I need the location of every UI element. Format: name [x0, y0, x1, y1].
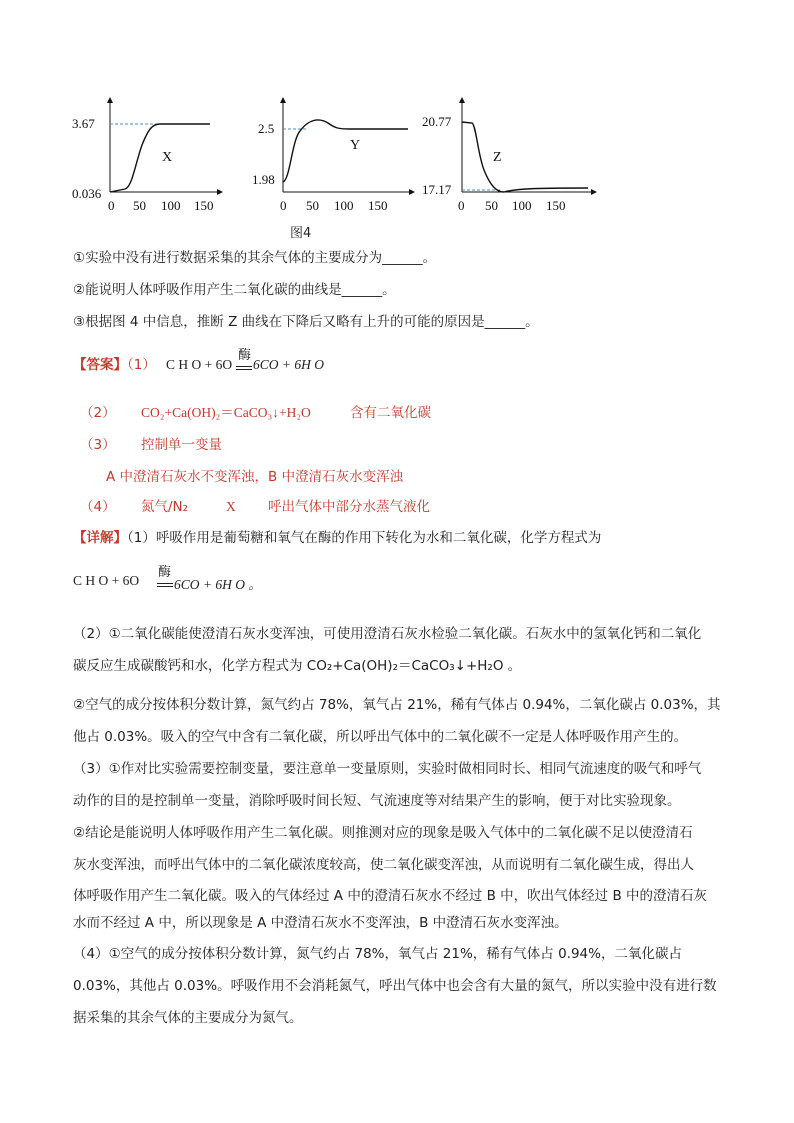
- xtick-150: 150: [368, 198, 388, 213]
- xtick-100: 100: [512, 198, 532, 213]
- answer-num-4: （4）: [80, 499, 116, 515]
- answer-4-b: X: [226, 499, 236, 514]
- chart-z: [420, 95, 600, 215]
- xtick-100: 100: [334, 198, 354, 213]
- equation-1-right: 6CO + 6H O: [253, 357, 324, 372]
- answer-4-a: 氮气/N₂: [141, 499, 189, 515]
- ytick-top: 20.77: [422, 114, 452, 129]
- question-3: ③根据图 4 中信息，推断 Z 曲线在下降后又略有上升的可能的原因是______。: [73, 314, 539, 330]
- detail-line-13: （4）①空气的成分按体积分数计算，氮气约占 78%，氧气占 21%，稀有气体占 0.94%，二氧化碳占: [73, 946, 682, 962]
- equation-1-bar: [236, 366, 252, 367]
- detail-line-4: 碳反应生成碳酸钙和水，化学方程式为 CO₂+Ca(OH)₂＝CaCO₃↓+H₂O 。: [73, 658, 522, 674]
- answer-2-text: 含有二氧化碳: [350, 405, 431, 421]
- ytick-bottom: 1.98: [252, 172, 275, 187]
- detail-text-1: （1）呼吸作用是葡萄糖和氧气在酶的作用下转化为水和二氧化碳，化学方程式为: [127, 530, 602, 546]
- ytick-top: 2.5: [258, 121, 275, 136]
- equation-2-left: C H O + 6O: [73, 573, 140, 588]
- enzyme-label-1: 酶: [238, 348, 252, 363]
- question-2: ②能说明人体呼吸作用产生二氧化碳的曲线是______。: [73, 282, 396, 298]
- ytick-bottom: 0.036: [72, 186, 102, 201]
- series-label: Z: [493, 150, 502, 165]
- equation-2-bar: [157, 583, 173, 584]
- detail-tag: 【详解】: [73, 530, 127, 546]
- chart-x: [70, 95, 230, 215]
- answer-num-2: （2）: [80, 405, 116, 421]
- equation-2-bar-2: [157, 586, 173, 587]
- detail-line-1: [73, 528, 601, 548]
- figure-caption: 图4: [290, 226, 312, 241]
- ytick-bottom: 17.17: [422, 182, 452, 197]
- series-z-line: [462, 122, 588, 192]
- answer-tag: 【答案】: [73, 357, 127, 373]
- answer-3-text: 控制单一变量: [141, 437, 222, 453]
- answer-num-3: （3）: [80, 437, 116, 453]
- equation-2-right: 6CO + 6H O 。: [174, 577, 262, 592]
- detail-line-5: ②空气的成分按体积分数计算，氮气约占 78%，氧气占 21%，稀有气体占 0.94%，二氧化碳占 0.03%，其: [73, 697, 721, 713]
- xtick-0: 0: [108, 198, 115, 213]
- detail-line-8: 动作的目的是控制单一变量，消除呼吸时间长短、气流速度等对结果产生的影响，便于对比实验现象。: [73, 793, 681, 809]
- series-x-line: [110, 124, 210, 192]
- detail-line-7: （3）①作对比实验需要控制变量，要注意单一变量原则，实验时做相同时长、相同气流速度的吸气和呼气: [73, 761, 702, 777]
- chart-y: [250, 95, 415, 215]
- xtick-50: 50: [485, 198, 498, 213]
- ytick-top: 3.67: [72, 116, 95, 131]
- detail-line-11: 体呼吸作用产生二氧化碳。吸入的气体经过 A 中的澄清石灰水不经过 B 中，吹出气体经过 B 中的澄清石灰: [73, 888, 708, 904]
- equation-1-left: C H O + 6O: [166, 357, 233, 372]
- detail-line-3: （2）①二氧化碳能使澄清石灰水变浑浊，可使用澄清石灰水检验二氧化碳。石灰水中的氢氧化钙和二氧化: [73, 626, 702, 642]
- xtick-100: 100: [161, 198, 181, 213]
- answer-4-c: 呼出气体中部分水蒸气液化: [268, 499, 430, 515]
- xtick-150: 150: [194, 198, 214, 213]
- question-1: ①实验中没有进行数据采集的其余气体的主要成分为______。: [73, 250, 437, 266]
- equation-1-bar-2: [236, 369, 252, 370]
- series-label: Y: [350, 138, 361, 153]
- xtick-50: 50: [133, 198, 146, 213]
- detail-line-6: 他占 0.03%。吸入的空气中含有二氧化碳，所以呼出气体中的二氧化碳不一定是人体呼吸作用产生的。: [73, 729, 688, 745]
- detail-line-12: 水而不经过 A 中，所以现象是 A 中澄清石灰水不变浑浊，B 中澄清石灰水变浑浊。: [73, 915, 568, 931]
- answer-num-1: （1）: [127, 357, 156, 373]
- series-label: X: [162, 150, 173, 165]
- xtick-150: 150: [546, 198, 566, 213]
- detail-line-9: ②结论是能说明人体呼吸作用产生二氧化碳。则推测对应的现象是吸入气体中的二氧化碳不足以使澄清石: [73, 825, 693, 841]
- detail-line-10: 灰水变浑浊，而呼出气体中的二氧化碳浓度较高，使二氧化碳变浑浊，从而说明有二氧化碳生成，得出人: [73, 857, 694, 873]
- xtick-0: 0: [458, 198, 465, 213]
- xtick-0: 0: [280, 198, 287, 213]
- xtick-50: 50: [306, 198, 319, 213]
- enzyme-label-2: 酶: [158, 565, 172, 580]
- answer-block-1: [73, 355, 156, 375]
- detail-line-15: 据采集的其余气体的主要成分为氮气。: [73, 1010, 303, 1026]
- series-y-line: [283, 120, 408, 182]
- detail-line-14: 0.03%，其他占 0.03%。呼吸作用不会消耗氮气，呼出气体中也会含有大量的氮气，所以实验中没有进行数: [73, 978, 717, 994]
- answer-3-line2: A 中澄清石灰水不变浑浊，B 中澄清石灰水变浑浊: [106, 469, 404, 485]
- answer-2-equation: CO₂+Ca(OH)₂＝CaCO₃↓+H₂O: [141, 405, 311, 420]
